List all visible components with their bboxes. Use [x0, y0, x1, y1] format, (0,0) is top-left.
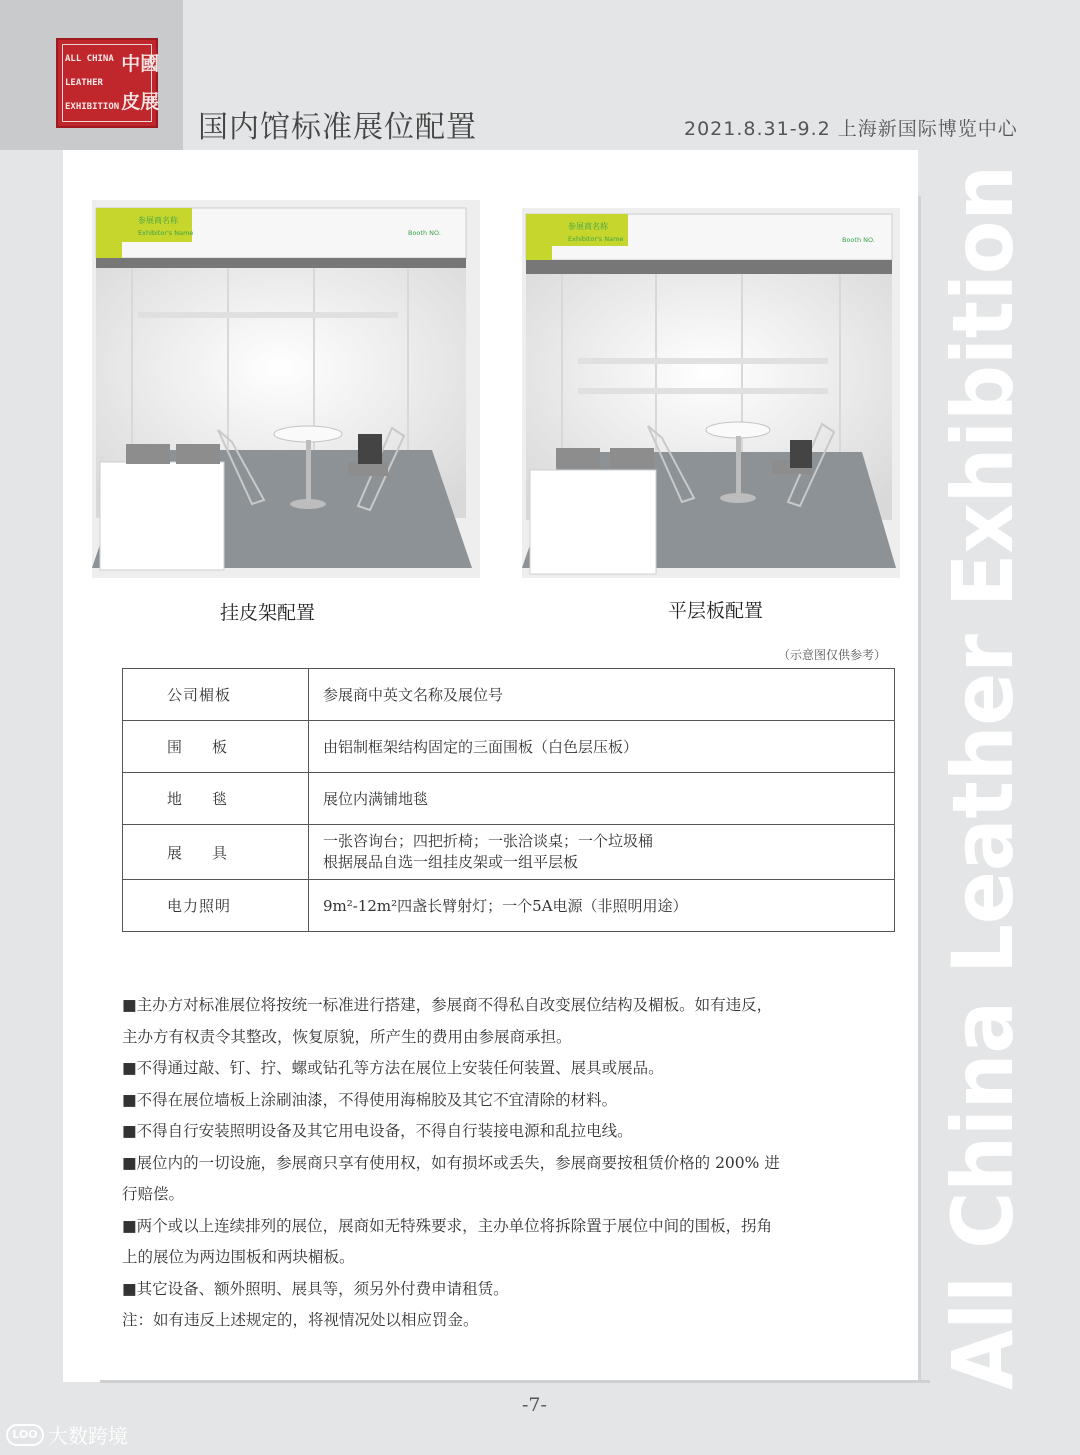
rule-line: 行赔偿。 [122, 1185, 185, 1203]
fascia-booth-no: Booth NO. [408, 229, 441, 237]
table-row [123, 825, 895, 880]
fascia-booth-no: Booth NO. [842, 236, 875, 244]
fascia-exhibitor-name-cn: 参展商名称 [138, 216, 178, 225]
rule-line: 上的展位为两边围板和两块楣板。 [122, 1248, 355, 1266]
rule-line: ■不得通过敲、钉、拧、螺或钻孔等方法在展位上安装任何装置、展具或展品。 [122, 1059, 664, 1077]
row-value: 展位内满铺地毯 [309, 773, 895, 825]
rule-line: ■不得自行安装照明设备及其它用电设备，不得自行装接电源和乱拉电线。 [122, 1122, 633, 1140]
rule-line: ■不得在展位墙板上涂刷油漆，不得使用海棉胶及其它不宜清除的材料。 [122, 1090, 618, 1109]
row-label: 展 具 [123, 825, 309, 880]
rule-line: ■展位内的一切设施，参展商只享有使用权，如有损坏或丢失，参展商要按租赁价格的 200% 进 [122, 1153, 780, 1172]
exhibition-seal-logo [56, 38, 158, 128]
booth-caption-hide-rack: 挂皮架配置 [220, 602, 316, 624]
illustration-note: （示意图仅供参考） [778, 648, 887, 662]
rule-line: ■两个或以上连续排列的展位，展商如无特殊要求，主办单位将拆除置于展位中间的围板，拐角 [122, 1216, 773, 1235]
rule-line: ■其它设备、额外照明、展具等，须另外付费申请租赁。 [122, 1279, 509, 1298]
table-row [123, 669, 895, 721]
booth-caption-flat-shelf: 平层板配置 [668, 600, 764, 622]
fascia-exhibitor-name-en: Exhibitor's Name [138, 229, 194, 237]
brand-mark-icon: LOO [6, 1424, 44, 1446]
fascia-exhibitor-name-cn: 参展商名称 [568, 222, 608, 231]
seal-english-text: ALL CHINA LEATHER EXHIBITION [65, 53, 120, 112]
booth-render-hide-rack [92, 200, 480, 578]
booth-render-flat-shelf [522, 208, 900, 578]
table-row [123, 773, 895, 825]
rule-line: 注：如有违反上述规定的，将视情况处以相应罚金。 [122, 1311, 479, 1329]
watermark-vertical-text [934, 71, 1032, 1400]
footer-brand-watermark [6, 1420, 128, 1449]
row-value: 9m²-12m²四盏长臂射灯；一个5A电源（非照明用途） [309, 880, 895, 932]
row-label: 公司楣板 [123, 669, 309, 721]
row-label: 电力照明 [123, 880, 309, 932]
fascia-exhibitor-name-en: Exhibitor's Name [568, 235, 624, 243]
row-value: 一张咨询台；四把折椅；一张洽谈桌；一个垃圾桶 根据展品自选一组挂皮架或一组平层板 [309, 825, 895, 880]
page-title: 国内馆标准展位配置 [198, 110, 477, 145]
rule-line: 主办方有权责令其整改，恢复原貌，所产生的费用由参展商承担。 [122, 1027, 572, 1046]
table-row [123, 721, 895, 773]
bottom-divider [100, 1380, 930, 1383]
row-value: 参展商中英文名称及展位号 [309, 669, 895, 721]
booth-rules [122, 990, 902, 1337]
booth-spec-table [122, 668, 895, 932]
row-label: 围 板 [123, 721, 309, 773]
svg-text:All China Leather Exhibition: All China Leather Exhibition [934, 71, 1032, 1390]
table-row [123, 880, 895, 932]
row-label: 地 毯 [123, 773, 309, 825]
brand-text: 大数跨境 [48, 1424, 128, 1448]
content-panel-edge [918, 196, 921, 1382]
event-date-venue: 2021.8.31-9.2 上海新国际博览中心 [684, 118, 1018, 140]
row-value: 由铝制框架结构固定的三面围板（白色层压板） [309, 721, 895, 773]
rule-line: ■主办方对标准展位将按统一标准进行搭建，参展商不得私自改变展位结构及楣板。如有违反， [122, 996, 773, 1014]
seal-chinese-text: 中 國 皮 展 [121, 52, 160, 113]
page-number: -7- [522, 1394, 547, 1416]
